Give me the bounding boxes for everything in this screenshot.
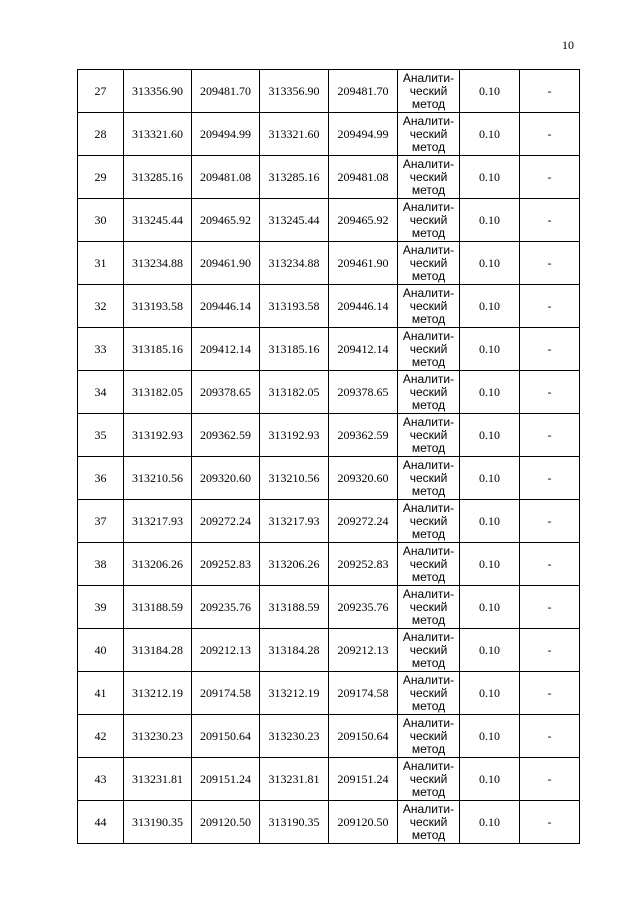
x-coordinate-cell: 313184.28	[260, 629, 329, 672]
y-coordinate-cell: 209252.83	[329, 543, 398, 586]
method-text-line: Аналити-	[402, 199, 455, 214]
method-cell	[398, 715, 460, 758]
point-number-cell: 31	[78, 242, 124, 285]
point-number-cell: 39	[78, 586, 124, 629]
accuracy-cell: 0.10	[460, 70, 520, 113]
note-cell: -	[520, 457, 580, 500]
point-number-cell: 40	[78, 629, 124, 672]
y-coordinate-cell: 209272.24	[192, 500, 260, 543]
method-text-line: Аналити-	[402, 70, 455, 85]
table-row	[78, 113, 580, 156]
x-coordinate-cell: 313217.93	[124, 500, 192, 543]
x-coordinate-cell: 313188.59	[124, 586, 192, 629]
table-row	[78, 500, 580, 543]
note-cell: -	[520, 414, 580, 457]
note-cell: -	[520, 242, 580, 285]
x-coordinate-cell: 313231.81	[260, 758, 329, 801]
y-coordinate-cell: 209378.65	[329, 371, 398, 414]
point-number-cell: 34	[78, 371, 124, 414]
y-coordinate-cell: 209272.24	[329, 500, 398, 543]
point-number-cell: 27	[78, 70, 124, 113]
x-coordinate-cell: 313193.58	[260, 285, 329, 328]
y-coordinate-cell: 209494.99	[329, 113, 398, 156]
x-coordinate-cell: 313206.26	[124, 543, 192, 586]
table-row	[78, 543, 580, 586]
method-cell	[398, 457, 460, 500]
method-text-line: метод	[411, 96, 446, 111]
accuracy-cell: 0.10	[460, 328, 520, 371]
method-text-line: метод	[411, 182, 446, 197]
method-text-line: ческий	[409, 126, 448, 141]
note-cell: -	[520, 156, 580, 199]
accuracy-cell: 0.10	[460, 242, 520, 285]
point-number-cell: 36	[78, 457, 124, 500]
method-cell	[398, 543, 460, 586]
point-number-cell: 33	[78, 328, 124, 371]
table-row	[78, 242, 580, 285]
y-coordinate-cell: 209151.24	[329, 758, 398, 801]
y-coordinate-cell: 209481.08	[192, 156, 260, 199]
method-text-line: ческий	[409, 341, 448, 356]
method-text-line: метод	[411, 526, 446, 541]
method-text-line: Аналити-	[402, 371, 455, 386]
x-coordinate-cell: 313210.56	[260, 457, 329, 500]
note-cell: -	[520, 629, 580, 672]
method-text-line: Аналити-	[402, 758, 455, 773]
method-text-line: ческий	[409, 298, 448, 313]
method-cell	[398, 242, 460, 285]
method-cell	[398, 156, 460, 199]
table-row	[78, 156, 580, 199]
accuracy-cell: 0.10	[460, 371, 520, 414]
x-coordinate-cell: 313192.93	[124, 414, 192, 457]
x-coordinate-cell: 313234.88	[124, 242, 192, 285]
method-cell	[398, 500, 460, 543]
method-text-line: ческий	[409, 771, 448, 786]
method-text-line: метод	[411, 397, 446, 412]
method-text-line: ческий	[409, 728, 448, 743]
x-coordinate-cell: 313212.19	[260, 672, 329, 715]
table-row	[78, 715, 580, 758]
method-cell	[398, 629, 460, 672]
y-coordinate-cell: 209378.65	[192, 371, 260, 414]
y-coordinate-cell: 209465.92	[192, 199, 260, 242]
table-row	[78, 629, 580, 672]
method-text-line: ческий	[409, 384, 448, 399]
point-number-cell: 32	[78, 285, 124, 328]
method-cell	[398, 70, 460, 113]
y-coordinate-cell: 209212.13	[192, 629, 260, 672]
table-row	[78, 328, 580, 371]
accuracy-cell: 0.10	[460, 199, 520, 242]
x-coordinate-cell: 313212.19	[124, 672, 192, 715]
method-text-line: Аналити-	[402, 328, 455, 343]
x-coordinate-cell: 313206.26	[260, 543, 329, 586]
y-coordinate-cell: 209446.14	[192, 285, 260, 328]
accuracy-cell: 0.10	[460, 156, 520, 199]
y-coordinate-cell: 209481.70	[329, 70, 398, 113]
accuracy-cell: 0.10	[460, 629, 520, 672]
note-cell: -	[520, 371, 580, 414]
accuracy-cell: 0.10	[460, 672, 520, 715]
method-text-line: метод	[411, 612, 446, 627]
point-number-cell: 29	[78, 156, 124, 199]
accuracy-cell: 0.10	[460, 500, 520, 543]
x-coordinate-cell: 313192.93	[260, 414, 329, 457]
x-coordinate-cell: 313193.58	[124, 285, 192, 328]
x-coordinate-cell: 313182.05	[260, 371, 329, 414]
point-number-cell: 37	[78, 500, 124, 543]
y-coordinate-cell: 209174.58	[329, 672, 398, 715]
method-text-line: Аналити-	[402, 672, 455, 687]
accuracy-cell: 0.10	[460, 543, 520, 586]
note-cell: -	[520, 328, 580, 371]
x-coordinate-cell: 313188.59	[260, 586, 329, 629]
x-coordinate-cell: 313230.23	[260, 715, 329, 758]
method-text-line: ческий	[409, 427, 448, 442]
method-text-line: ческий	[409, 470, 448, 485]
y-coordinate-cell: 209150.64	[329, 715, 398, 758]
y-coordinate-cell: 209461.90	[329, 242, 398, 285]
x-coordinate-cell: 313190.35	[124, 801, 192, 844]
y-coordinate-cell: 209461.90	[192, 242, 260, 285]
method-text-line: ческий	[409, 685, 448, 700]
y-coordinate-cell: 209235.76	[329, 586, 398, 629]
table-row	[78, 70, 580, 113]
table-row	[78, 371, 580, 414]
method-text-line: метод	[411, 268, 446, 283]
point-number-cell: 44	[78, 801, 124, 844]
y-coordinate-cell: 209252.83	[192, 543, 260, 586]
table-row	[78, 758, 580, 801]
x-coordinate-cell: 313285.16	[260, 156, 329, 199]
y-coordinate-cell: 209151.24	[192, 758, 260, 801]
x-coordinate-cell: 313184.28	[124, 629, 192, 672]
method-text-line: метод	[411, 741, 446, 756]
method-text-line: метод	[411, 440, 446, 455]
method-cell	[398, 414, 460, 457]
method-text-line: метод	[411, 784, 446, 799]
method-text-line: метод	[411, 569, 446, 584]
y-coordinate-cell: 209120.50	[192, 801, 260, 844]
point-number-cell: 43	[78, 758, 124, 801]
method-text-line: ческий	[409, 642, 448, 657]
coordinates-table	[77, 69, 580, 844]
method-cell	[398, 328, 460, 371]
method-text-line: Аналити-	[402, 457, 455, 472]
note-cell: -	[520, 70, 580, 113]
method-text-line: метод	[411, 655, 446, 670]
method-text-line: ческий	[409, 255, 448, 270]
note-cell: -	[520, 715, 580, 758]
y-coordinate-cell: 209481.70	[192, 70, 260, 113]
method-text-line: метод	[411, 698, 446, 713]
x-coordinate-cell: 313217.93	[260, 500, 329, 543]
point-number-cell: 38	[78, 543, 124, 586]
method-text-line: метод	[411, 483, 446, 498]
accuracy-cell: 0.10	[460, 758, 520, 801]
y-coordinate-cell: 209174.58	[192, 672, 260, 715]
method-cell	[398, 285, 460, 328]
method-text-line: Аналити-	[402, 801, 455, 816]
method-cell	[398, 113, 460, 156]
method-text-line: Аналити-	[402, 543, 455, 558]
x-coordinate-cell: 313210.56	[124, 457, 192, 500]
x-coordinate-cell: 313185.16	[260, 328, 329, 371]
method-text-line: Аналити-	[402, 629, 455, 644]
method-text-line: метод	[411, 827, 446, 842]
method-text-line: ческий	[409, 556, 448, 571]
accuracy-cell: 0.10	[460, 801, 520, 844]
x-coordinate-cell: 313356.90	[124, 70, 192, 113]
accuracy-cell: 0.10	[460, 113, 520, 156]
note-cell: -	[520, 543, 580, 586]
point-number-cell: 28	[78, 113, 124, 156]
x-coordinate-cell: 313321.60	[260, 113, 329, 156]
method-text-line: Аналити-	[402, 156, 455, 171]
method-cell	[398, 801, 460, 844]
table-row	[78, 672, 580, 715]
y-coordinate-cell: 209412.14	[329, 328, 398, 371]
x-coordinate-cell: 313285.16	[124, 156, 192, 199]
method-text-line: Аналити-	[402, 500, 455, 515]
method-text-line: метод	[411, 354, 446, 369]
y-coordinate-cell: 209235.76	[192, 586, 260, 629]
y-coordinate-cell: 209481.08	[329, 156, 398, 199]
y-coordinate-cell: 209494.99	[192, 113, 260, 156]
x-coordinate-cell: 313231.81	[124, 758, 192, 801]
method-text-line: метод	[411, 225, 446, 240]
y-coordinate-cell: 209362.59	[329, 414, 398, 457]
accuracy-cell: 0.10	[460, 457, 520, 500]
table-row	[78, 457, 580, 500]
y-coordinate-cell: 209465.92	[329, 199, 398, 242]
method-text-line: ческий	[409, 212, 448, 227]
method-cell	[398, 586, 460, 629]
method-text-line: ческий	[409, 169, 448, 184]
table-row	[78, 586, 580, 629]
method-text-line: Аналити-	[402, 285, 455, 300]
note-cell: -	[520, 672, 580, 715]
note-cell: -	[520, 285, 580, 328]
method-text-line: ческий	[409, 83, 448, 98]
method-cell	[398, 199, 460, 242]
x-coordinate-cell: 313321.60	[124, 113, 192, 156]
note-cell: -	[520, 801, 580, 844]
x-coordinate-cell: 313234.88	[260, 242, 329, 285]
accuracy-cell: 0.10	[460, 715, 520, 758]
note-cell: -	[520, 500, 580, 543]
accuracy-cell: 0.10	[460, 586, 520, 629]
method-text-line: ческий	[409, 599, 448, 614]
y-coordinate-cell: 209320.60	[329, 457, 398, 500]
method-text-line: Аналити-	[402, 586, 455, 601]
y-coordinate-cell: 209120.50	[329, 801, 398, 844]
point-number-cell: 42	[78, 715, 124, 758]
method-text-line: ческий	[409, 513, 448, 528]
method-cell	[398, 672, 460, 715]
y-coordinate-cell: 209446.14	[329, 285, 398, 328]
accuracy-cell: 0.10	[460, 414, 520, 457]
y-coordinate-cell: 209212.13	[329, 629, 398, 672]
y-coordinate-cell: 209362.59	[192, 414, 260, 457]
point-number-cell: 30	[78, 199, 124, 242]
accuracy-cell: 0.10	[460, 285, 520, 328]
note-cell: -	[520, 113, 580, 156]
x-coordinate-cell: 313245.44	[124, 199, 192, 242]
x-coordinate-cell: 313185.16	[124, 328, 192, 371]
method-text-line: метод	[411, 139, 446, 154]
y-coordinate-cell: 209320.60	[192, 457, 260, 500]
x-coordinate-cell: 313230.23	[124, 715, 192, 758]
method-text-line: ческий	[409, 814, 448, 829]
y-coordinate-cell: 209150.64	[192, 715, 260, 758]
x-coordinate-cell: 313190.35	[260, 801, 329, 844]
page-number: 10	[562, 38, 574, 52]
method-text-line: Аналити-	[402, 715, 455, 730]
table-row	[78, 199, 580, 242]
method-text-line: Аналити-	[402, 113, 455, 128]
x-coordinate-cell: 313245.44	[260, 199, 329, 242]
note-cell: -	[520, 586, 580, 629]
method-cell	[398, 371, 460, 414]
table-row	[78, 801, 580, 844]
note-cell: -	[520, 199, 580, 242]
x-coordinate-cell: 313356.90	[260, 70, 329, 113]
point-number-cell: 35	[78, 414, 124, 457]
table-row	[78, 414, 580, 457]
table-row	[78, 285, 580, 328]
y-coordinate-cell: 209412.14	[192, 328, 260, 371]
x-coordinate-cell: 313182.05	[124, 371, 192, 414]
method-text-line: метод	[411, 311, 446, 326]
method-text-line: Аналити-	[402, 242, 455, 257]
method-cell	[398, 758, 460, 801]
point-number-cell: 41	[78, 672, 124, 715]
note-cell: -	[520, 758, 580, 801]
method-text-line: Аналити-	[402, 414, 455, 429]
